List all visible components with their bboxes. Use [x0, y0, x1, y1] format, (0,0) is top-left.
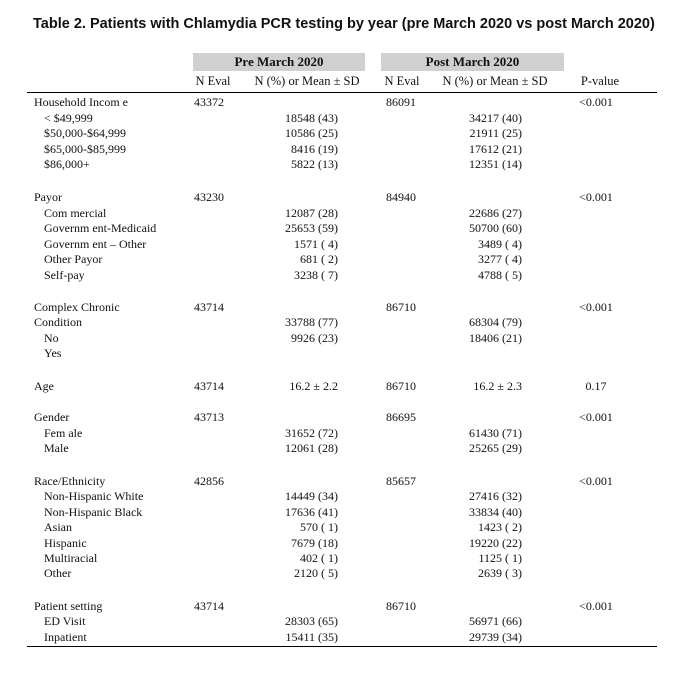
row-label: Com mercial: [44, 206, 107, 220]
table-row: [0, 125, 684, 141]
row-label: < $49,999: [44, 111, 93, 125]
table-row: [0, 629, 684, 645]
table-row: [0, 94, 684, 110]
value-pre: 17636 (41): [285, 505, 338, 519]
row-label: ED Visit: [44, 614, 86, 628]
row-label: Governm ent – Other: [44, 237, 147, 251]
table-row: [0, 535, 684, 551]
table-row: [0, 613, 684, 629]
value-post: 33834 (40): [469, 505, 522, 519]
value-post: 56971 (66): [469, 614, 522, 628]
row-label: Other Payor: [44, 252, 103, 266]
value-pre: 25653 (59): [285, 221, 338, 235]
value-post: 12351 (14): [469, 157, 522, 171]
value-pre: 12087 (28): [285, 206, 338, 220]
row-label: Asian: [44, 520, 72, 534]
row-label: Condition: [34, 315, 83, 329]
value-post: 3277 ( 4): [478, 252, 522, 266]
value-post: 16.2 ± 2.3: [473, 379, 522, 393]
p-value: <0.001: [579, 190, 613, 204]
table-row: [0, 141, 684, 157]
row-label: $50,000-$64,999: [44, 126, 126, 140]
value-pre: 2120 ( 5): [294, 566, 338, 580]
value-post: 25265 (29): [469, 441, 522, 455]
n-eval-pre: 42856: [194, 474, 224, 488]
value-post: 1423 ( 2): [478, 520, 522, 534]
table-row: [0, 345, 684, 361]
value-pre: 15411 (35): [285, 630, 338, 644]
value-post: 3489 ( 4): [478, 237, 522, 251]
row-label: Inpatient: [44, 630, 87, 644]
table-row: [0, 299, 684, 315]
row-label: Governm ent-Medicaid: [44, 221, 157, 235]
value-post: 61430 (71): [469, 426, 522, 440]
col-n-eval-post: N Eval: [384, 74, 420, 88]
row-label: Hispanic: [44, 536, 87, 550]
row-label: $86,000+: [44, 157, 90, 171]
table-row: [0, 205, 684, 221]
table-row: [0, 409, 684, 425]
row-label: Multiracial: [44, 551, 98, 565]
table-row: [0, 378, 684, 394]
table-row: [0, 251, 684, 267]
row-label: Non-Hispanic White: [44, 489, 144, 503]
n-eval-pre: 43714: [194, 599, 224, 613]
value-post: 2639 ( 3): [478, 566, 522, 580]
value-post: 34217 (40): [469, 111, 522, 125]
row-label: Patient setting: [34, 599, 103, 613]
row-label: Payor: [34, 190, 62, 204]
value-post: 29739 (34): [469, 630, 522, 644]
p-value: 0.17: [585, 379, 607, 393]
table-row: [0, 473, 684, 489]
row-label: $65,000-$85,999: [44, 142, 126, 156]
p-value: <0.001: [579, 300, 613, 314]
row-label: Gender: [34, 410, 70, 424]
n-eval-pre: 43714: [194, 379, 224, 393]
table-row: [0, 220, 684, 236]
col-value-post: N (%) or Mean ± SD: [442, 74, 548, 88]
n-eval-pre: 43714: [194, 300, 224, 314]
row-label: Yes: [44, 346, 62, 360]
value-pre: 681 ( 2): [300, 252, 338, 266]
value-post: 27416 (32): [469, 489, 522, 503]
col-pvalue: P-value: [580, 74, 620, 88]
table-row: [0, 565, 684, 581]
value-pre: 12061 (28): [285, 441, 338, 455]
table-row: [0, 440, 684, 456]
p-value: <0.001: [579, 95, 613, 109]
value-post: 22686 (27): [469, 206, 522, 220]
value-pre: 18548 (43): [285, 111, 338, 125]
value-pre: 9926 (23): [291, 331, 338, 345]
value-post: 68304 (79): [469, 315, 522, 329]
value-pre: 570 ( 1): [300, 520, 338, 534]
value-post: 1125 ( 1): [478, 551, 522, 565]
value-pre: 33788 (77): [285, 315, 338, 329]
table-row: [0, 189, 684, 205]
n-eval-post: 85657: [386, 474, 416, 488]
p-value: <0.001: [579, 599, 613, 613]
value-pre: 7679 (18): [291, 536, 338, 550]
value-post: 21911 (25): [469, 126, 522, 140]
value-pre: 5822 (13): [291, 157, 338, 171]
table-row: [0, 156, 684, 172]
row-label: Other: [44, 566, 72, 580]
value-post: 19220 (22): [469, 536, 522, 550]
table-row: [0, 488, 684, 504]
value-pre: 31652 (72): [285, 426, 338, 440]
n-eval-pre: 43372: [194, 95, 224, 109]
row-label: Race/Ethnicity: [34, 474, 106, 488]
n-eval-post: 86091: [386, 95, 416, 109]
table-row: [0, 550, 684, 566]
n-eval-post: 86710: [386, 300, 416, 314]
n-eval-pre: 43713: [194, 410, 224, 424]
table-row: [0, 519, 684, 535]
row-label: Age: [34, 379, 54, 393]
pre-group-header: Pre March 2020: [234, 54, 324, 69]
value-post: 18406 (21): [469, 331, 522, 345]
value-post: 17612 (21): [469, 142, 522, 156]
value-pre: 28303 (65): [285, 614, 338, 628]
value-pre: 8416 (19): [291, 142, 338, 156]
value-pre: 14449 (34): [285, 489, 338, 503]
col-n-eval-pre: N Eval: [195, 74, 231, 88]
table-row: [0, 330, 684, 346]
row-label: Non-Hispanic Black: [44, 505, 143, 519]
n-eval-post: 84940: [386, 190, 416, 204]
value-post: 50700 (60): [469, 221, 522, 235]
value-pre: 16.2 ± 2.2: [289, 379, 338, 393]
row-label: Male: [44, 441, 69, 455]
table-title: Table 2. Patients with Chlamydia PCR testing by year (pre March 2020 vs post March 2020): [33, 16, 655, 32]
table-row: [0, 267, 684, 283]
p-value: <0.001: [579, 410, 613, 424]
n-eval-post: 86710: [386, 379, 416, 393]
row-label: Household Incom e: [34, 95, 128, 109]
col-value-pre: N (%) or Mean ± SD: [254, 74, 360, 88]
p-value: <0.001: [579, 474, 613, 488]
n-eval-pre: 43230: [194, 190, 224, 204]
table-row: [0, 236, 684, 252]
n-eval-post: 86710: [386, 599, 416, 613]
value-pre: 1571 ( 4): [294, 237, 338, 251]
table-row: [0, 314, 684, 330]
value-pre: 10586 (25): [285, 126, 338, 140]
post-group-header: Post March 2020: [425, 54, 520, 69]
value-pre: 3238 ( 7): [294, 268, 338, 282]
table-row: [0, 504, 684, 520]
table-row: [0, 425, 684, 441]
value-pre: 402 ( 1): [300, 551, 338, 565]
table-row: [0, 598, 684, 614]
row-label: Self-pay: [44, 268, 85, 282]
n-eval-post: 86695: [386, 410, 416, 424]
table-row: [0, 110, 684, 126]
row-label: No: [44, 331, 59, 345]
value-post: 4788 ( 5): [478, 268, 522, 282]
row-label: Complex Chronic: [34, 300, 120, 314]
row-label: Fem ale: [44, 426, 83, 440]
